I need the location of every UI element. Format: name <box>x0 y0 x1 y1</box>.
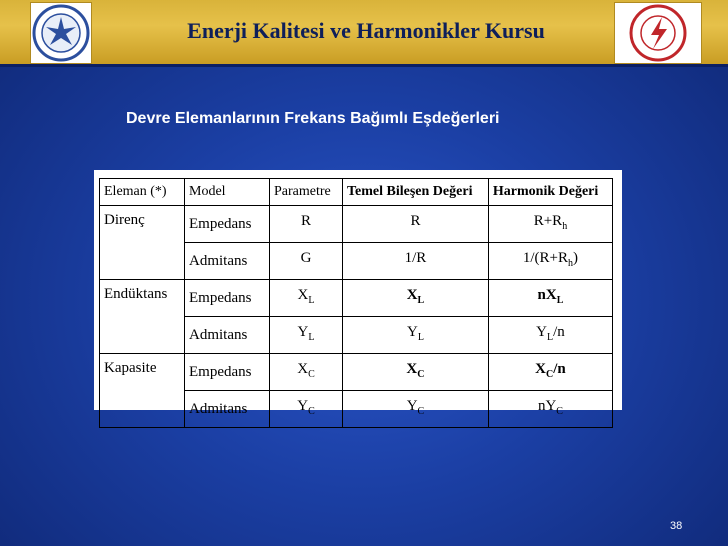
model-cell-text: Empedans <box>189 364 252 380</box>
fundamental-value-cell-text: Y <box>406 324 418 340</box>
fundamental-value-cell-subscript: L <box>417 295 425 306</box>
header-model: Model <box>185 179 270 206</box>
model-cell-text: Admitans <box>189 401 248 417</box>
page-number: 38 <box>670 520 683 532</box>
slide-title: Enerji Kalitesi ve Harmonikler Kursu <box>187 18 545 43</box>
parameter-cell <box>270 206 343 243</box>
fundamental-value-cell-text: 1/R <box>404 250 427 266</box>
model-cell <box>185 206 270 243</box>
fundamental-value-cell-text: R <box>410 213 421 229</box>
harmonic-value-cell-text: /n <box>553 324 565 340</box>
parameter-cell-text: X <box>297 287 309 303</box>
harmonic-value-cell <box>488 354 612 391</box>
parameter-cell <box>270 280 343 317</box>
parameter-cell-text: Y <box>297 398 309 414</box>
model-cell <box>185 354 270 391</box>
element-name-cell: Kapasite <box>100 354 185 428</box>
header-element: Eleman (*) <box>100 179 185 206</box>
harmonic-value-cell <box>488 280 612 317</box>
fundamental-value-cell <box>343 206 489 243</box>
fundamental-value-cell-text: Y <box>406 398 418 414</box>
model-cell-text: Empedans <box>189 290 252 306</box>
equivalents-table <box>99 178 613 428</box>
table-row <box>100 206 613 243</box>
model-cell <box>185 280 270 317</box>
fundamental-value-cell <box>343 243 489 280</box>
model-cell-text: Empedans <box>189 216 252 232</box>
model-cell-text: Admitans <box>189 253 248 269</box>
parameter-cell <box>270 391 343 428</box>
parameter-cell-text: Y <box>297 324 309 340</box>
parameter-cell-text: R <box>300 213 311 229</box>
harmonic-value-cell-text: 1/(R+R <box>522 250 569 266</box>
model-cell <box>185 317 270 354</box>
harmonic-value-cell-subscript: C <box>545 369 554 380</box>
parameter-cell <box>270 317 343 354</box>
harmonic-value-cell-subscript: L <box>546 332 554 343</box>
model-cell-text: Admitans <box>189 327 248 343</box>
fundamental-value-cell <box>343 391 489 428</box>
element-name-cell: Direnç <box>100 206 185 280</box>
harmonic-value-cell-text: X <box>535 361 546 377</box>
table-header-row <box>100 179 613 206</box>
parameter-cell <box>270 354 343 391</box>
harmonic-value-cell-text: nX <box>537 287 557 303</box>
fundamental-value-cell <box>343 280 489 317</box>
fundamental-value-cell <box>343 317 489 354</box>
fundamental-value-cell-text: X <box>406 361 418 377</box>
harmonic-value-cell <box>488 243 612 280</box>
fundamental-value-cell <box>343 354 489 391</box>
fundamental-value-cell-text: X <box>406 287 418 303</box>
header-fundamental-value: Temel Bileşen Değeri <box>343 179 489 206</box>
harmonic-value-cell <box>488 206 612 243</box>
harmonic-value-cell-text: Y <box>536 324 547 340</box>
parameter-cell-text: G <box>300 250 312 266</box>
parameter-cell-subscript: L <box>308 295 315 306</box>
fundamental-value-cell-subscript: L <box>417 332 424 343</box>
parameter-cell-subscript: L <box>308 332 315 343</box>
company-logo <box>614 2 702 64</box>
parameter-cell-text: X <box>297 361 309 377</box>
table-row <box>100 280 613 317</box>
model-cell <box>185 243 270 280</box>
slide-subtitle: Devre Elemanlarının Frekans Bağımlı Eşdeğerleri <box>126 110 500 127</box>
equivalents-table-panel <box>94 170 622 417</box>
harmonic-value-cell <box>488 391 612 428</box>
harmonic-value-cell-subscript: L <box>556 295 564 306</box>
header-harmonic-value: Harmonik Değeri <box>488 179 612 206</box>
harmonic-value-cell-text: /n <box>553 361 566 377</box>
university-logo <box>30 2 92 64</box>
fundamental-value-cell-subscript: C <box>417 369 425 380</box>
harmonic-value-cell-subscript: h <box>562 221 568 232</box>
harmonic-value-cell-text: nY <box>537 398 557 414</box>
parameter-cell-subscript: C <box>308 369 315 380</box>
model-cell <box>185 391 270 428</box>
harmonic-value-cell-text: ) <box>573 250 579 266</box>
parameter-cell <box>270 243 343 280</box>
harmonic-value-cell <box>488 317 612 354</box>
table-body <box>100 206 613 428</box>
parameter-cell-subscript: C <box>308 406 315 417</box>
harmonic-value-cell-text: R+R <box>533 213 563 229</box>
harmonic-value-cell-subscript: C <box>556 406 563 417</box>
element-name-cell: Endüktans <box>100 280 185 354</box>
harmonic-value-cell-subscript: h <box>568 258 574 269</box>
slide-header <box>0 0 728 67</box>
fundamental-value-cell-subscript: C <box>417 406 425 417</box>
table-row <box>100 354 613 391</box>
header-parameter: Parametre <box>270 179 343 206</box>
